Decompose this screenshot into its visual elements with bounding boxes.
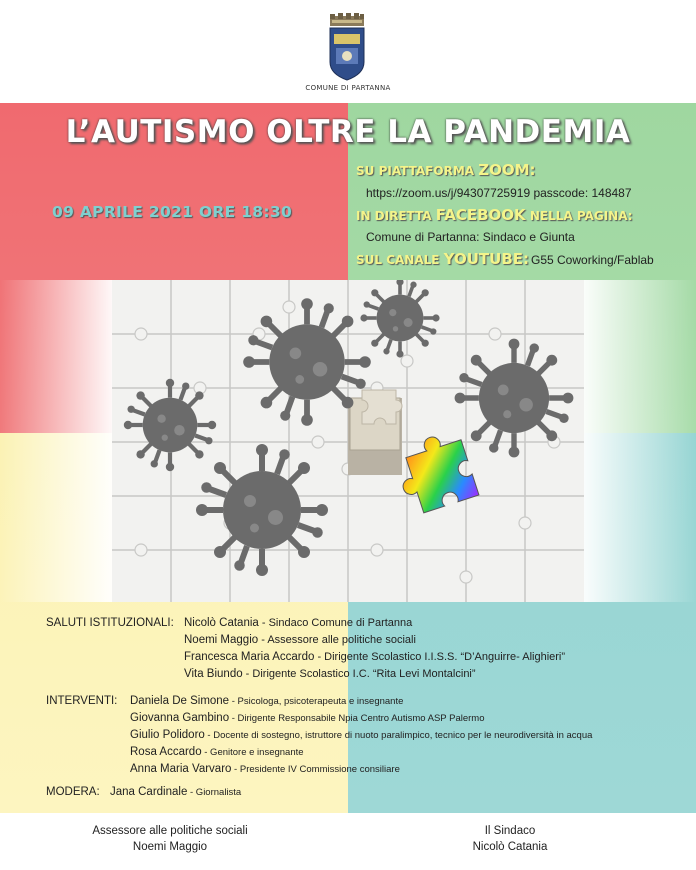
interventi-item: Giulio Polidoro - Docente di sostegno, istruttore di nuoto paralimpico, tecnico per le neurodiversità in acqua <box>130 729 593 741</box>
header <box>0 0 696 103</box>
interventi-item: Daniela De Simone - Psicologa, psicoterapeuta e insegnante <box>130 695 404 707</box>
interventi-label: INTERVENTI: <box>46 695 118 707</box>
virus-icon <box>196 444 328 576</box>
facebook-heading: IN DIRETTA FACEBOOK NELLA PAGINA: <box>356 206 633 224</box>
interventi-item: Anna Maria Varvaro - Presidente IV Commissione consiliare <box>130 763 400 775</box>
saluti-label: SALUTI ISTITUZIONALI: <box>46 617 174 629</box>
signature-right: Il Sindaco Nicolò Catania <box>472 825 548 853</box>
poster-title: L’AUTISMO OLTRE LA PANDEMIA <box>65 114 631 150</box>
zoom-link[interactable]: https://zoom.us/j/94307725919 passcode: 148487 <box>366 186 632 200</box>
modera-item: Jana Cardinale - Giornalista <box>110 786 242 798</box>
event-date: 09 APRILE 2021 ORE 18:30 <box>52 203 293 221</box>
youtube-channel: G55 Coworking/Fablab <box>531 253 654 267</box>
puzzle-illustration <box>112 280 584 602</box>
image-fade-right <box>584 280 696 602</box>
virus-icon <box>124 379 216 471</box>
coat-of-arms-icon <box>322 12 372 82</box>
virus-icon <box>455 339 574 458</box>
saluti-item: Vita Biundo - Dirigente Scolastico I.C. “Rita Levi Montalcini” <box>184 668 476 680</box>
interventi-item: Rosa Accardo - Genitore e insegnante <box>130 746 304 758</box>
crest-caption: COMUNE DI PARTANNA <box>305 84 391 92</box>
image-fade-left <box>0 280 112 602</box>
interventi-item: Giovanna Gambino - Dirigente Responsabile Npia Centro Autismo ASP Palermo <box>130 712 485 724</box>
footer <box>0 813 696 870</box>
virus-icon <box>243 298 371 426</box>
signature-left: Assessore alle politiche sociali Noemi Maggio <box>92 825 248 853</box>
youtube-heading: SUL CANALE YOUTUBE: <box>356 250 530 268</box>
modera-label: MODERA: <box>46 786 100 798</box>
zoom-heading: SU PIATTAFORMA ZOOM: <box>356 161 536 179</box>
saluti-item: Noemi Maggio - Assessore alle politiche sociali <box>184 634 416 646</box>
facebook-page: Comune di Partanna: Sindaco e Giunta <box>366 230 575 244</box>
saluti-item: Nicolò Catania - Sindaco Comune di Partanna <box>184 617 413 629</box>
saluti-item: Francesca Maria Accardo - Dirigente Scolastico I.I.S.S. “D’Anguirre- Alighieri” <box>184 651 566 663</box>
